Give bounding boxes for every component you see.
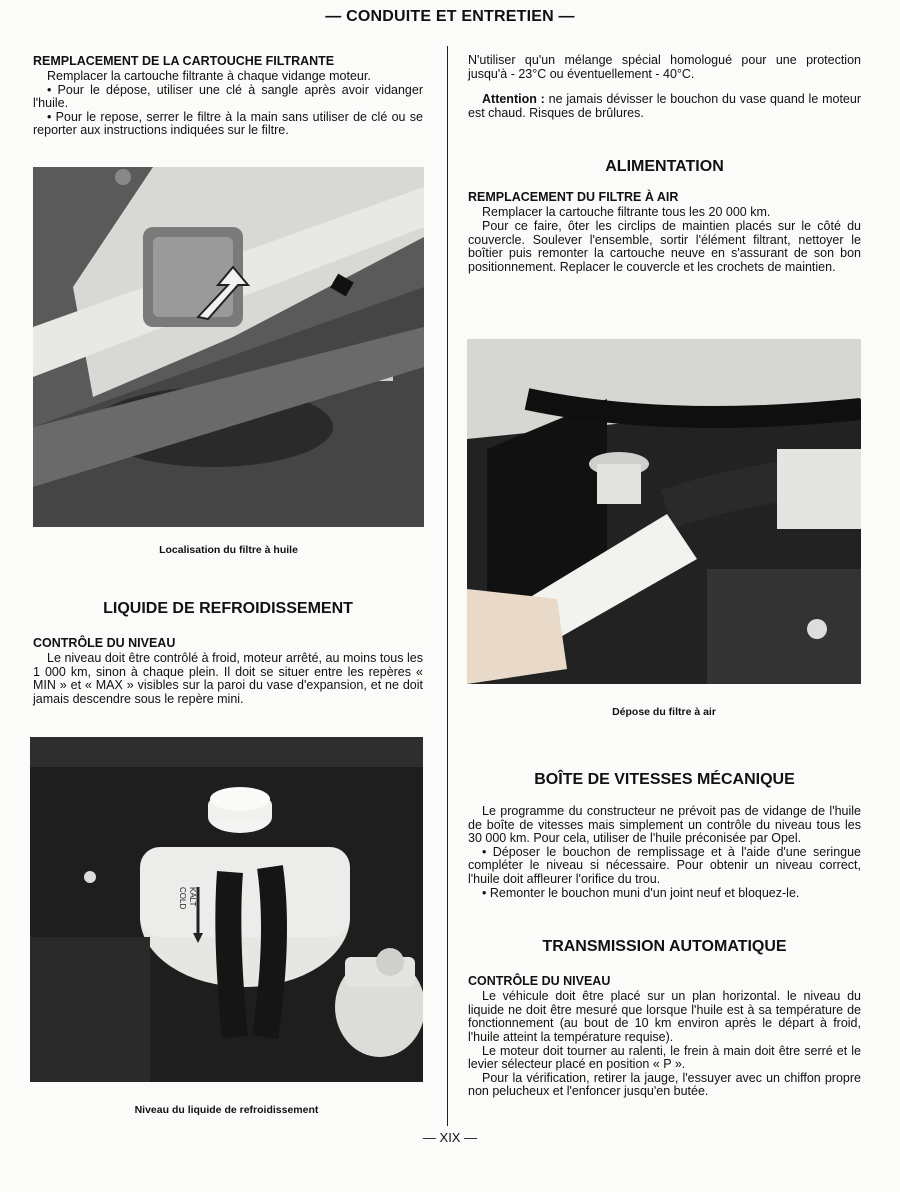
auto-paragraph-3: Pour la vérification, retirer la jauge, l'essuyer avec un chiffon propre non pelucheux et l'enfoncer jusqu'en butée. bbox=[468, 1070, 861, 1099]
oil-filter-paragraph-2: • Pour le dépose, utiliser une clé à sangle après avoir vidanger l'huile. bbox=[33, 82, 423, 111]
oil-filter-caption: Localisation du filtre à huile bbox=[159, 544, 298, 556]
attention-text: ne jamais dévisser le bouchon du vase quand le moteur est chaud. Risques de brûlures. bbox=[468, 92, 861, 120]
coolant-paragraph-1: Le niveau doit être contrôlé à froid, moteur arrêté, au moins tous les 1 000 km, sinon à chaque plein. Il doit se situer entre les repères « MIN » et « MAX » visibles sur la paroi du vase d'expansion, et ne doit jamais descendre sous le repère mini. bbox=[33, 651, 423, 706]
air-filter-heading: REMPLACEMENT DU FILTRE À AIR bbox=[468, 190, 679, 205]
auto-paragraph-2: Le moteur doit tourner au ralenti, le frein à main doit être serré et le levier sélecteur placé en position « P ». bbox=[468, 1043, 861, 1072]
gearbox-paragraph-2: • Déposer le bouchon de remplissage et à l'aide d'une seringue compléter le niveau si nécessaire. Pour obtenir un niveau correct, l'huile doit affleurer l'orifice du trou. bbox=[468, 844, 861, 886]
page-number: — XIX — bbox=[422, 1130, 478, 1145]
air-filter-photo bbox=[467, 339, 861, 684]
coolant-level-heading: CONTRÔLE DU NIVEAU bbox=[33, 636, 176, 650]
air-filter-paragraph-1: Remplacer la cartouche filtrante tous les 20 000 km. bbox=[482, 205, 771, 220]
gearbox-paragraph-1: Le programme du constructeur ne prévoit pas de vidange de l'huile de boîte de vitesses mais simplement un contrôle du niveau tous les 30 000 km. Pour cela, utiliser de l'huile préconisée par Opel. bbox=[468, 804, 861, 846]
coolant-caption: Niveau du liquide de refroidissement bbox=[134, 1104, 319, 1116]
gearbox-section-title: BOÎTE DE VITESSES MÉCANIQUE bbox=[534, 771, 795, 788]
right-column-top bbox=[468, 54, 861, 274]
page-header: — CONDUITE ET ENTRETIEN — bbox=[325, 8, 575, 25]
auto-level-heading: CONTRÔLE DU NIVEAU bbox=[468, 974, 611, 989]
oil-filter-heading: REMPLACEMENT DE LA CARTOUCHE FILTRANTE bbox=[33, 54, 335, 68]
attention-paragraph bbox=[468, 93, 861, 120]
coolant-photo bbox=[30, 737, 423, 1082]
auto-transmission-section-title: TRANSMISSION AUTOMATIQUE bbox=[542, 938, 787, 956]
oil-filter-paragraph-3: • Pour le repose, serrer le filtre à la main sans utiliser de clé ou se reporter aux instructions indiquées sur le filtre. bbox=[33, 109, 423, 138]
attention-label: Attention : bbox=[482, 92, 545, 107]
air-filter-paragraph-2: Pour ce faire, ôter les circlips de maintien placés sur le côté du couvercle. Soulever l'ensemble, sortir l'élément filtrant, nettoyer le boîtier puis remonter la cartouche neuve en s'assurant de son bon positionnement. Replacer le couvercle et les crochets de maintien. bbox=[468, 218, 861, 274]
coolant-section-title: LIQUIDE DE REFROIDISSEMENT bbox=[103, 600, 353, 617]
oil-filter-paragraph-1: Remplacer la cartouche filtrante à chaque vidange moteur. bbox=[47, 69, 371, 83]
tank-label-cold: COLD bbox=[178, 887, 187, 910]
left-column-top bbox=[33, 54, 423, 138]
auto-paragraph-1: Le véhicule doit être placé sur un plan horizontal. le niveau du liquide ne doit être mesuré que lorsque l'huile est à sa température de fonctionnement (au bout de 10 km environ après le départ à froid, l'huile atteint la température requise). bbox=[468, 989, 861, 1044]
column-divider bbox=[447, 46, 448, 1126]
right-column-gearbox bbox=[468, 771, 861, 1099]
coolant-paragraph-2: N'utiliser qu'un mélange spécial homologué pour une protection jusqu'à - 23°C ou éventuellement - 40°C. bbox=[468, 53, 861, 81]
air-filter-caption: Dépose du filtre à air bbox=[612, 706, 716, 718]
alimentation-section-title: ALIMENTATION bbox=[605, 158, 724, 176]
gearbox-paragraph-3: • Remonter le bouchon muni d'un joint neuf et bloquez-le. bbox=[482, 885, 800, 900]
tank-label-kalt: KALT bbox=[188, 887, 197, 907]
oil-filter-photo bbox=[33, 167, 424, 527]
left-column-coolant bbox=[33, 600, 423, 706]
